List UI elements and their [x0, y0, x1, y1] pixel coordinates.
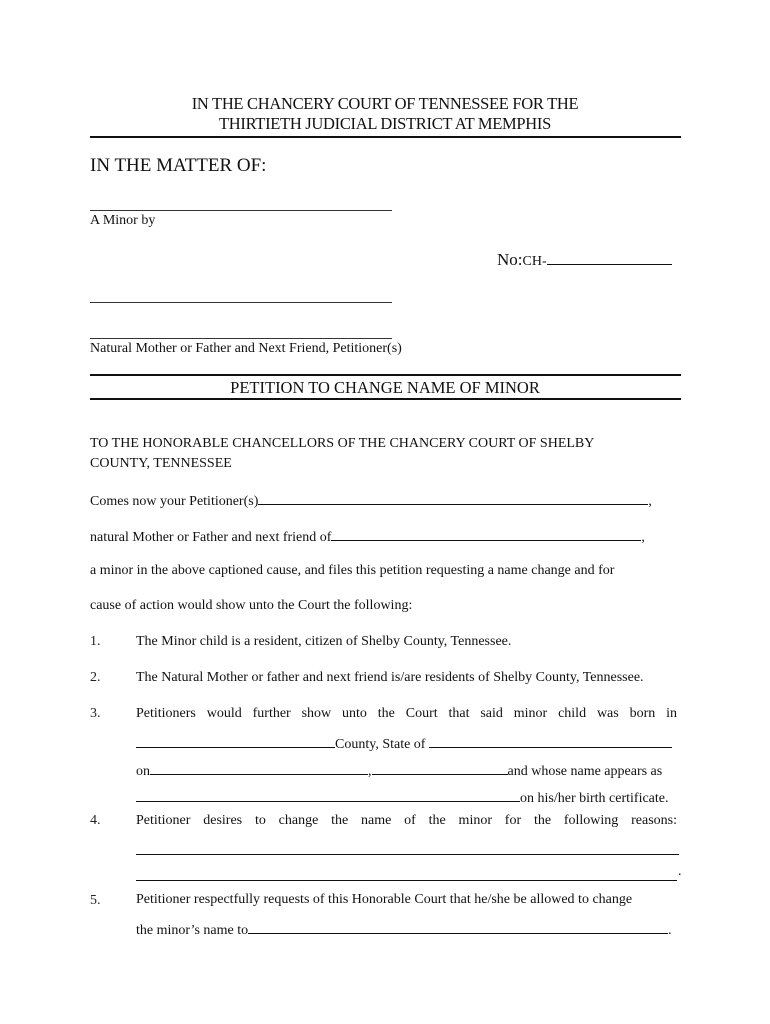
birth-year-input[interactable] — [372, 760, 508, 775]
item-3-number: 3. — [90, 706, 101, 721]
comes-now-line — [90, 490, 652, 510]
county-state-label: County, State of — [335, 737, 426, 752]
title-divider-bottom — [90, 398, 681, 400]
case-number-blank[interactable] — [547, 250, 672, 265]
minor-by-label: A Minor by — [90, 213, 156, 228]
item-3-text: Petitioners would further show unto the Court that said minor child was born in — [136, 706, 677, 721]
birth-certificate-name-input[interactable] — [136, 787, 520, 802]
item-3-birth-name-line — [136, 787, 669, 807]
whose-name-label: and whose name appears as — [507, 764, 663, 779]
petitioner-name-blank-1[interactable] — [90, 302, 392, 303]
new-name-period: . — [668, 923, 672, 938]
case-number-field — [497, 250, 672, 270]
minor-caption-line: a minor in the above captioned cause, and files this petition requesting a name change and for — [90, 563, 615, 578]
item-5-new-name-line — [136, 919, 672, 939]
item-4-number: 4. — [90, 813, 101, 828]
item-1-text: The Minor child is a resident, citizen of Shelby County, Tennessee. — [136, 634, 512, 649]
in-the-matter-heading: IN THE MATTER OF: — [90, 155, 267, 176]
natural-parent-label: natural Mother or Father and next friend of — [90, 530, 332, 545]
item-5-number: 5. — [90, 893, 101, 908]
title-divider-top — [90, 374, 681, 376]
birth-date-comma: , — [368, 764, 372, 779]
new-name-label: the minor’s name to — [136, 923, 249, 938]
court-name-line-2: THIRTIETH JUDICIAL DISTRICT AT MEMPHIS — [219, 114, 551, 133]
case-number-prefix: CH- — [522, 254, 547, 269]
reasons-line-1[interactable] — [136, 854, 679, 855]
comes-now-label: Comes now your Petitioner(s) — [90, 494, 259, 509]
item-2-text: The Natural Mother or father and next friend is/are residents of Shelby County, Tennessee. — [136, 670, 644, 685]
petitioner-name-input[interactable] — [258, 490, 648, 505]
reasons-period: . — [678, 864, 682, 879]
case-number-label: No: — [497, 250, 523, 269]
item-2-number: 2. — [90, 670, 101, 685]
petition-title: PETITION TO CHANGE NAME OF MINOR — [230, 378, 540, 397]
cause-of-action-line: cause of action would show unto the Court the following: — [90, 598, 413, 613]
item-3-county-line — [136, 733, 672, 753]
item-5-text: Petitioner respectfully requests of this Honorable Court that he/she be allowed to change — [136, 892, 633, 907]
comes-now-comma: , — [648, 494, 652, 509]
new-name-input[interactable] — [248, 919, 668, 934]
item-3-date-line — [136, 760, 662, 780]
birth-county-input[interactable] — [136, 733, 335, 748]
natural-parent-line — [90, 526, 645, 546]
minor-name-input[interactable] — [331, 526, 641, 541]
item-1-number: 1. — [90, 634, 101, 649]
birth-state-input[interactable] — [429, 733, 672, 748]
salutation-line-2: COUNTY, TENNESSEE — [90, 456, 232, 471]
salutation-line-1: TO THE HONORABLE CHANCELLORS OF THE CHANCERY COURT OF SHELBY — [90, 436, 595, 451]
birth-date-input[interactable] — [150, 760, 368, 775]
petitioner-name-blank-2[interactable] — [90, 338, 392, 339]
item-4-text: Petitioner desires to change the name of the minor for the following reasons: — [136, 813, 677, 828]
minor-name-blank[interactable] — [90, 210, 392, 211]
petitioner-label: Natural Mother or Father and Next Friend, Petitioner(s) — [90, 341, 402, 356]
header-divider — [90, 136, 681, 138]
birth-certificate-label: on his/her birth certificate. — [520, 791, 669, 806]
court-name-line-1: IN THE CHANCERY COURT OF TENNESSEE FOR THE — [191, 94, 579, 113]
born-on-label: on — [136, 764, 150, 779]
natural-parent-comma: , — [641, 530, 645, 545]
reasons-line-2[interactable] — [136, 880, 677, 881]
